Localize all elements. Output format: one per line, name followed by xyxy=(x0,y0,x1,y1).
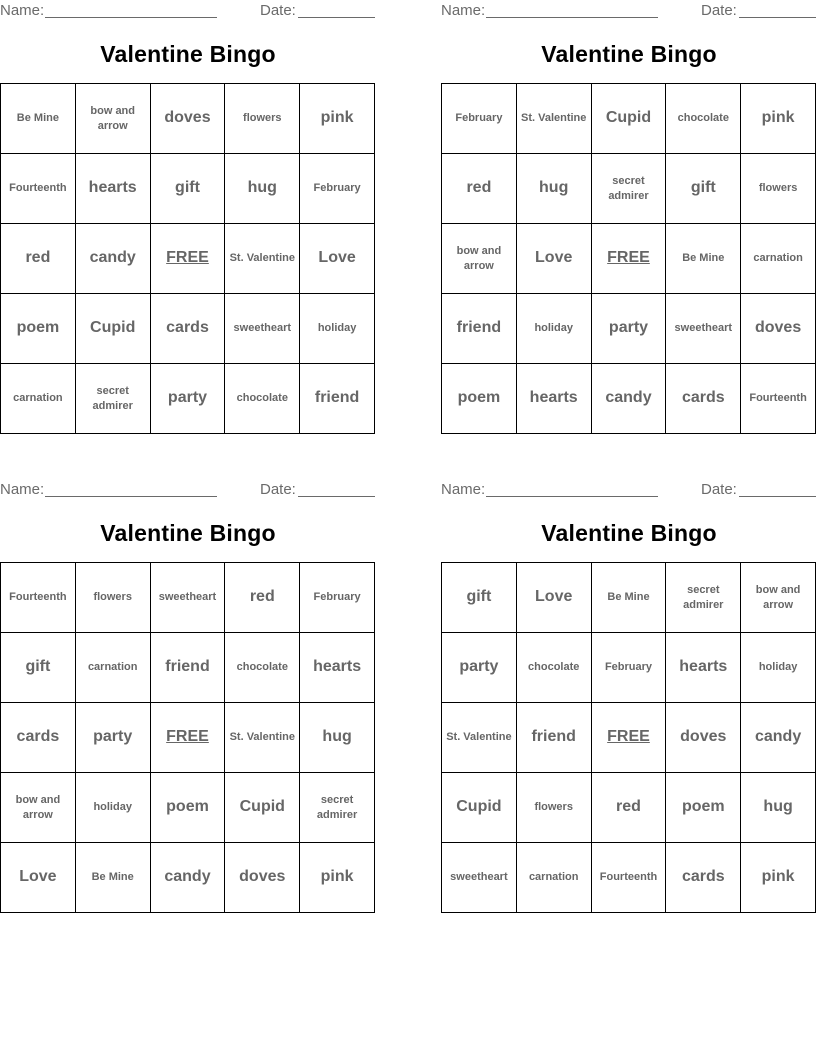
bingo-cell: hearts xyxy=(76,154,151,224)
bingo-card xyxy=(0,0,376,436)
bingo-cell: Be Mine xyxy=(76,843,151,913)
bingo-cell: Love xyxy=(1,843,76,913)
bingo-cell: hearts xyxy=(300,633,375,703)
bingo-cell: pink xyxy=(741,84,816,154)
bingo-cell: doves xyxy=(741,294,816,364)
bingo-cell: sweetheart xyxy=(442,843,517,913)
date-line xyxy=(739,496,816,497)
bingo-cell: chocolate xyxy=(666,84,741,154)
bingo-cell: Love xyxy=(517,563,592,633)
bingo-cell: carnation xyxy=(517,843,592,913)
bingo-cell: secret admirer xyxy=(666,563,741,633)
bingo-cell: Fourteenth xyxy=(1,154,76,224)
bingo-grid xyxy=(441,83,816,434)
bingo-cell: Cupid xyxy=(76,294,151,364)
bingo-cell: party xyxy=(592,294,667,364)
bingo-cell: chocolate xyxy=(225,364,300,434)
free-space: FREE xyxy=(151,703,226,773)
bingo-cell: Fourteenth xyxy=(741,364,816,434)
bingo-cell: Be Mine xyxy=(1,84,76,154)
bingo-cell: Love xyxy=(300,224,375,294)
name-line xyxy=(486,17,658,18)
bingo-cell: gift xyxy=(1,633,76,703)
bingo-cell: pink xyxy=(741,843,816,913)
name-line xyxy=(45,496,217,497)
free-space: FREE xyxy=(592,224,667,294)
bingo-cell: hearts xyxy=(666,633,741,703)
bingo-cell: Be Mine xyxy=(666,224,741,294)
bingo-cell: bow and arrow xyxy=(442,224,517,294)
name-line xyxy=(45,17,217,18)
bingo-cell: candy xyxy=(741,703,816,773)
date-line xyxy=(298,496,375,497)
bingo-cell: friend xyxy=(300,364,375,434)
bingo-cell: bow and arrow xyxy=(741,563,816,633)
bingo-cell: poem xyxy=(666,773,741,843)
bingo-cell: pink xyxy=(300,84,375,154)
bingo-cell: party xyxy=(151,364,226,434)
bingo-cell: Cupid xyxy=(592,84,667,154)
free-space: FREE xyxy=(151,224,226,294)
bingo-grid xyxy=(0,83,375,434)
bingo-cell: Love xyxy=(517,224,592,294)
bingo-cell: St. Valentine xyxy=(442,703,517,773)
bingo-cell: carnation xyxy=(1,364,76,434)
bingo-cell: sweetheart xyxy=(666,294,741,364)
bingo-cell: Fourteenth xyxy=(1,563,76,633)
name-label: Name: xyxy=(441,2,486,19)
bingo-cell: holiday xyxy=(517,294,592,364)
bingo-card xyxy=(441,479,816,915)
bingo-cell: holiday xyxy=(300,294,375,364)
bingo-card xyxy=(441,0,816,436)
bingo-grid xyxy=(441,562,816,913)
bingo-cell: Cupid xyxy=(442,773,517,843)
bingo-cell: February xyxy=(300,154,375,224)
bingo-cell: pink xyxy=(300,843,375,913)
bingo-cell: friend xyxy=(517,703,592,773)
bingo-card xyxy=(0,479,376,915)
bingo-cell: cards xyxy=(666,364,741,434)
bingo-cell: red xyxy=(592,773,667,843)
bingo-cell: bow and arrow xyxy=(1,773,76,843)
bingo-cell: sweetheart xyxy=(225,294,300,364)
bingo-cell: February xyxy=(442,84,517,154)
bingo-cell: red xyxy=(225,563,300,633)
bingo-cell: St. Valentine xyxy=(517,84,592,154)
date-label: Date: xyxy=(701,481,737,498)
bingo-cell: carnation xyxy=(76,633,151,703)
bingo-cell: hug xyxy=(741,773,816,843)
bingo-cell: friend xyxy=(151,633,226,703)
bingo-cell: candy xyxy=(76,224,151,294)
card-header xyxy=(0,479,376,499)
card-title: Valentine Bingo xyxy=(100,520,276,546)
bingo-cell: gift xyxy=(666,154,741,224)
bingo-cell: flowers xyxy=(225,84,300,154)
card-header xyxy=(441,479,816,499)
bingo-cell: St. Valentine xyxy=(225,224,300,294)
bingo-cell: cards xyxy=(151,294,226,364)
free-space: FREE xyxy=(592,703,667,773)
bingo-cell: St. Valentine xyxy=(225,703,300,773)
bingo-cell: candy xyxy=(151,843,226,913)
date-line xyxy=(298,17,375,18)
bingo-cell: February xyxy=(300,563,375,633)
bingo-grid xyxy=(0,562,375,913)
date-label: Date: xyxy=(260,2,296,19)
bingo-cell: party xyxy=(76,703,151,773)
bingo-cell: chocolate xyxy=(225,633,300,703)
name-label: Name: xyxy=(441,481,486,498)
bingo-cell: doves xyxy=(225,843,300,913)
bingo-cell: poem xyxy=(151,773,226,843)
bingo-cell: hug xyxy=(517,154,592,224)
bingo-cell: Cupid xyxy=(225,773,300,843)
date-label: Date: xyxy=(260,481,296,498)
bingo-cell: flowers xyxy=(741,154,816,224)
bingo-cell: gift xyxy=(151,154,226,224)
bingo-cell: flowers xyxy=(76,563,151,633)
bingo-cell: poem xyxy=(442,364,517,434)
card-title: Valentine Bingo xyxy=(541,41,717,67)
bingo-cell: cards xyxy=(1,703,76,773)
bingo-cell: candy xyxy=(592,364,667,434)
bingo-cell: February xyxy=(592,633,667,703)
bingo-cell: poem xyxy=(1,294,76,364)
bingo-cell: sweetheart xyxy=(151,563,226,633)
bingo-cell: doves xyxy=(151,84,226,154)
bingo-cell: holiday xyxy=(741,633,816,703)
bingo-cell: chocolate xyxy=(517,633,592,703)
bingo-cell: hearts xyxy=(517,364,592,434)
bingo-cell: cards xyxy=(666,843,741,913)
bingo-cell: carnation xyxy=(741,224,816,294)
bingo-cell: Fourteenth xyxy=(592,843,667,913)
name-label: Name: xyxy=(0,2,45,19)
name-label: Name: xyxy=(0,481,45,498)
bingo-cell: red xyxy=(1,224,76,294)
name-line xyxy=(486,496,658,497)
bingo-cell: red xyxy=(442,154,517,224)
bingo-cell: secret admirer xyxy=(592,154,667,224)
bingo-cell: party xyxy=(442,633,517,703)
bingo-cell: doves xyxy=(666,703,741,773)
bingo-cell: Be Mine xyxy=(592,563,667,633)
bingo-cell: secret admirer xyxy=(76,364,151,434)
bingo-cell: hug xyxy=(225,154,300,224)
bingo-cell: gift xyxy=(442,563,517,633)
card-title: Valentine Bingo xyxy=(541,520,717,546)
bingo-cell: secret admirer xyxy=(300,773,375,843)
card-title: Valentine Bingo xyxy=(100,41,276,67)
bingo-cell: holiday xyxy=(76,773,151,843)
bingo-cell: friend xyxy=(442,294,517,364)
bingo-cell: flowers xyxy=(517,773,592,843)
card-header xyxy=(441,0,816,20)
bingo-cell: hug xyxy=(300,703,375,773)
date-label: Date: xyxy=(701,2,737,19)
date-line xyxy=(739,17,816,18)
bingo-cell: bow and arrow xyxy=(76,84,151,154)
card-header xyxy=(0,0,376,20)
